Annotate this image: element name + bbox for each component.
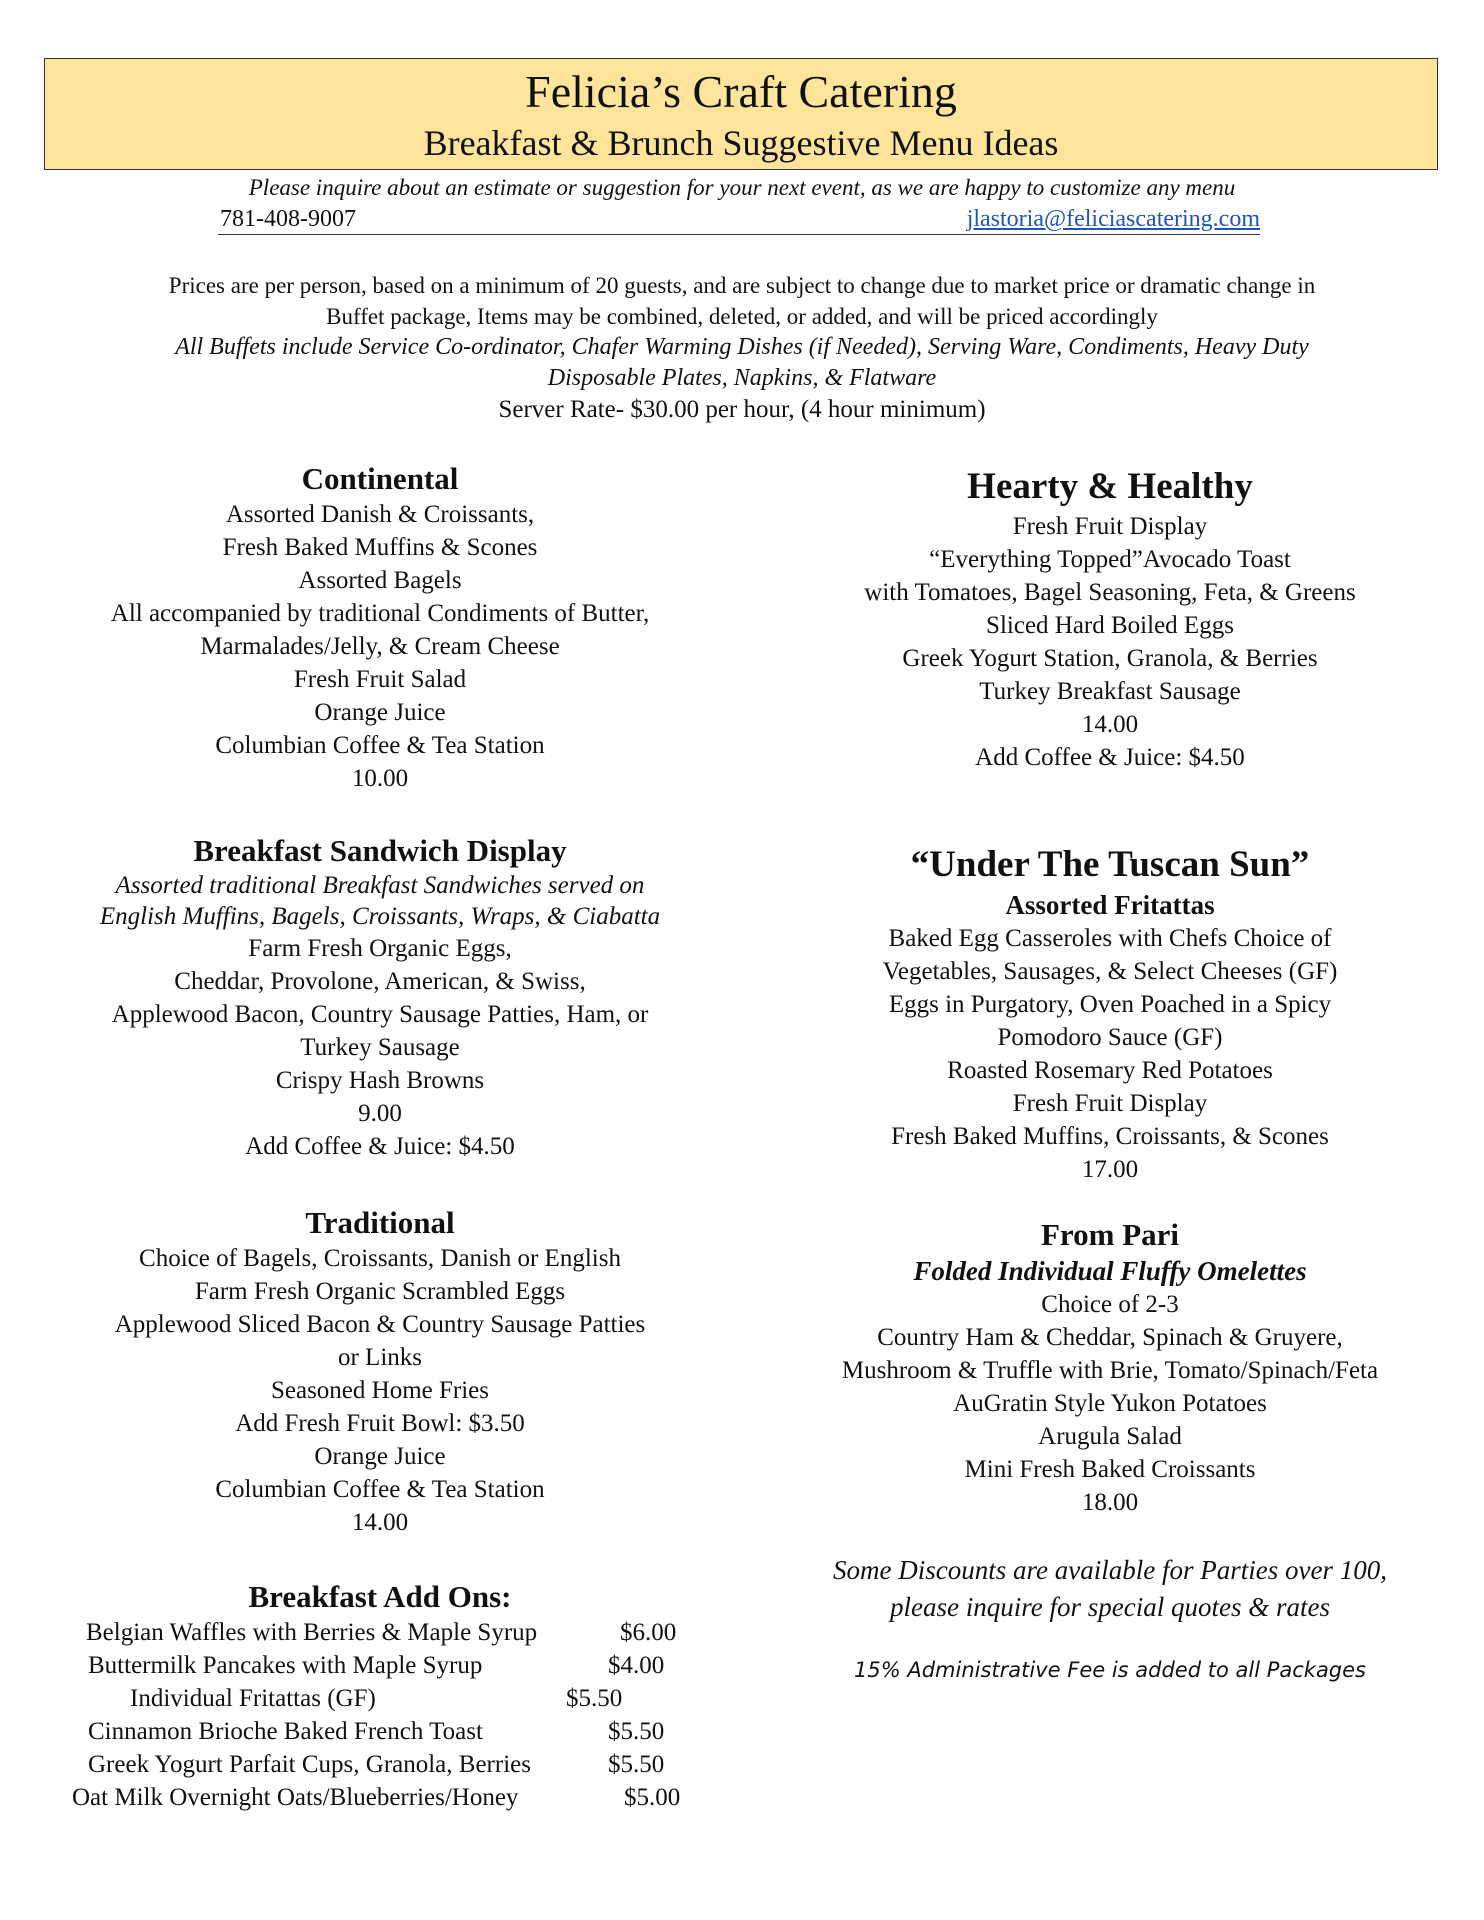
discount-line: please inquire for special quotes & rates <box>890 1592 1330 1622</box>
section-title: “Under The Tuscan Sun” <box>910 844 1310 885</box>
menu-line: Seasoned Home Fries <box>270 1377 490 1404</box>
menu-line: “Everything Topped”Avocado Toast <box>929 546 1291 573</box>
add-on-item <box>40 1649 720 1682</box>
add-on-name: Cinnamon Brioche Baked French Toast <box>88 1718 483 1745</box>
add-on-name: Belgian Waffles with Berries & Maple Syrup <box>86 1619 538 1646</box>
price: 17.00 <box>1081 1156 1139 1183</box>
discount-line: Some Discounts are available for Parties over 100, <box>833 1555 1387 1585</box>
menu-line: Pomodoro Sauce (GF) <box>997 1024 1223 1051</box>
add-on-price: $6.00 <box>620 1619 677 1646</box>
menu-line: Greek Yogurt Station, Granola, & Berries <box>902 645 1318 672</box>
menu-line: Columbian Coffee & Tea Station <box>215 732 545 759</box>
menu-line: Choice of 2-3 <box>1041 1291 1179 1318</box>
menu-line: or Links <box>337 1344 423 1371</box>
section-tuscan-sun <box>760 842 1460 1186</box>
section-add-ons <box>40 1578 720 1814</box>
add-on-price: $5.50 <box>566 1685 623 1712</box>
discount-note <box>760 1552 1460 1626</box>
price: 9.00 <box>358 1100 402 1127</box>
section-from-pari <box>760 1216 1460 1519</box>
menu-line: Add Fresh Fruit Bowl: $3.50 <box>235 1410 525 1437</box>
menu-line: Baked Egg Casseroles with Chefs Choice of <box>888 925 1332 952</box>
price: 18.00 <box>1081 1489 1139 1516</box>
buffets-note: All Buffets include Service Co-ordinator, Chafer Warming Dishes (if Needed), Serving Ware, Condiments, Heavy Duty <box>175 334 1309 360</box>
menu-line: All accompanied by traditional Condiments of Butter, <box>110 600 650 627</box>
add-on-item <box>40 1715 720 1748</box>
add-on-price: $5.50 <box>608 1751 665 1778</box>
menu-line: Assorted Danish & Croissants, <box>225 501 535 528</box>
phone-number[interactable]: 781-408-9007 <box>220 206 356 232</box>
company-title: Felicia’s Craft Catering <box>525 66 957 117</box>
menu-line: Mini Fresh Baked Croissants <box>964 1456 1256 1483</box>
price: 14.00 <box>351 1509 409 1536</box>
menu-line: Choice of Bagels, Croissants, Danish or English <box>139 1245 621 1272</box>
add-on-item <box>40 1748 720 1781</box>
menu-line: Fresh Fruit Display <box>1012 513 1208 540</box>
menu-line: Roasted Rosemary Red Potatoes <box>947 1057 1273 1084</box>
add-on-name: Greek Yogurt Parfait Cups, Granola, Berries <box>88 1751 531 1778</box>
menu-line: with Tomatoes, Bagel Seasoning, Feta, & Greens <box>864 579 1356 606</box>
prices-note: Prices are per person, based on a minimum of 20 guests, and are subject to change due to market price or dramatic change in <box>168 273 1316 298</box>
menu-line: Fresh Baked Muffins & Scones <box>222 534 538 561</box>
menu-line: Farm Fresh Organic Scrambled Eggs <box>194 1278 566 1305</box>
section-subtitle: Folded Individual Fluffy Omelettes <box>913 1256 1307 1286</box>
add-on-price: $5.00 <box>624 1784 681 1811</box>
menu-line: Turkey Sausage <box>300 1034 460 1061</box>
section-title: Hearty & Healthy <box>967 466 1253 507</box>
menu-line: Turkey Breakfast Sausage <box>979 678 1241 705</box>
menu-line: Orange Juice <box>314 1443 446 1470</box>
add-on-item <box>40 1616 720 1649</box>
section-hearty-healthy <box>760 464 1460 774</box>
section-subtitle: Assorted Fritattas <box>1005 890 1215 920</box>
add-on-price: Add Coffee & Juice: $4.50 <box>245 1133 515 1160</box>
menu-line: Assorted Bagels <box>298 567 462 594</box>
menu-line: Applewood Sliced Bacon & Country Sausage Patties <box>114 1311 646 1338</box>
menu-line: Fresh Fruit Display <box>1012 1090 1208 1117</box>
inquire-note: Please inquire about an estimate or suggestion for your next event, as we are happy to customize any menu <box>248 175 1236 200</box>
add-on-price: $4.00 <box>608 1652 665 1679</box>
section-title: Traditional <box>305 1205 455 1240</box>
menu-line: Fresh Baked Muffins, Croissants, & Scones <box>891 1123 1329 1150</box>
add-on-item <box>40 1682 720 1715</box>
menu-line: Cheddar, Provolone, American, & Swiss, <box>174 968 586 995</box>
section-title: Continental <box>301 461 459 496</box>
menu-line: Columbian Coffee & Tea Station <box>215 1476 545 1503</box>
section-traditional <box>40 1204 720 1539</box>
menu-line: Fresh Fruit Salad <box>293 666 467 693</box>
section-breakfast-sandwich <box>40 832 720 1163</box>
menu-line: Country Ham & Cheddar, Spinach & Gruyere, <box>877 1324 1343 1351</box>
add-on-price: Add Coffee & Juice: $4.50 <box>975 744 1245 771</box>
add-on-item <box>40 1781 720 1814</box>
menu-line: Mushroom & Truffle with Brie, Tomato/Spinach/Feta <box>841 1357 1379 1384</box>
price: 10.00 <box>351 765 409 792</box>
add-on-name: Buttermilk Pancakes with Maple Syrup <box>88 1652 483 1679</box>
menu-line: AuGratin Style Yukon Potatoes <box>953 1390 1267 1417</box>
server-rate: Server Rate- $30.00 per hour, (4 hour minimum) <box>498 396 986 423</box>
prices-note-2: Buffet package, Items may be combined, deleted, or added, and will be priced accordingly <box>326 304 1158 329</box>
price: 14.00 <box>1081 711 1139 738</box>
menu-line: Crispy Hash Browns <box>275 1067 485 1094</box>
menu-line: Sliced Hard Boiled Eggs <box>986 612 1234 639</box>
add-on-name: Oat Milk Overnight Oats/Blueberries/Honey <box>72 1784 519 1811</box>
admin-fee-note <box>760 1656 1460 1684</box>
buffets-note-2: Disposable Plates, Napkins, & Flatware <box>547 365 937 391</box>
add-on-price: $5.50 <box>608 1718 665 1745</box>
menu-line: Marmalades/Jelly, & Cream Cheese <box>200 633 560 660</box>
menu-line: Eggs in Purgatory, Oven Poached in a Spicy <box>888 991 1332 1018</box>
menu-line: Applewood Bacon, Country Sausage Patties, Ham, or <box>111 1001 649 1028</box>
section-title: From Pari <box>1040 1217 1180 1252</box>
email-link[interactable]: jlastoria@feliciascatering.com <box>966 206 1260 232</box>
section-intro: Assorted traditional Breakfast Sandwiches served on <box>115 872 645 899</box>
section-title: Breakfast Sandwich Display <box>193 833 567 868</box>
menu-line: Farm Fresh Organic Eggs, <box>248 935 512 962</box>
menu-line: Arugula Salad <box>1038 1423 1182 1450</box>
section-continental <box>40 460 720 795</box>
admin-fee: 15% Administrative Fee is added to all Packages <box>853 1658 1367 1682</box>
add-on-name: Individual Fritattas (GF) <box>130 1685 376 1712</box>
menu-line: Vegetables, Sausages, & Select Cheeses (GF) <box>882 958 1338 985</box>
menu-line: Orange Juice <box>314 699 446 726</box>
section-intro: English Muffins, Bagels, Croissants, Wraps, & Ciabatta <box>99 903 661 930</box>
right-column <box>760 0 1460 1920</box>
menu-subtitle: Breakfast & Brunch Suggestive Menu Ideas <box>423 123 1059 163</box>
left-column <box>40 0 720 1920</box>
section-title: Breakfast Add Ons: <box>248 1579 512 1614</box>
